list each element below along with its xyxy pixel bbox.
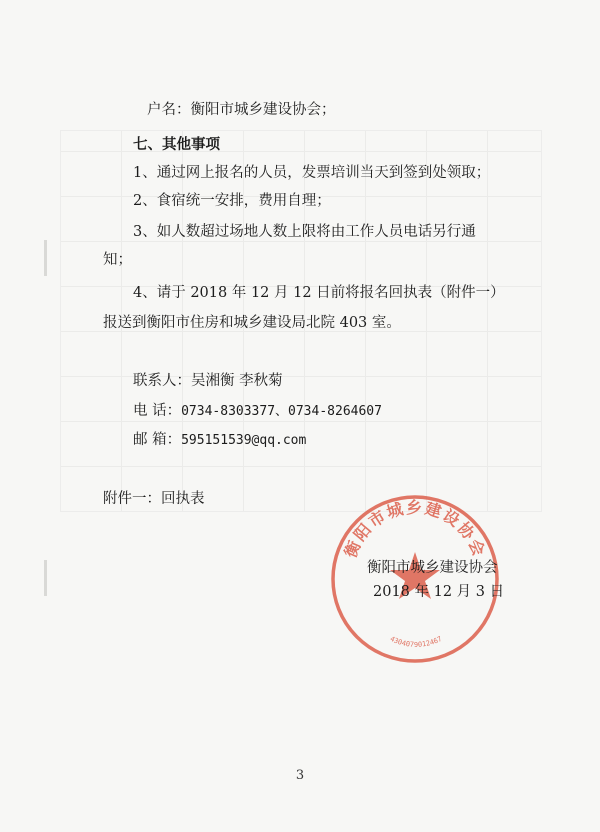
email-value: 595151539@qq.com: [181, 433, 307, 448]
signature-org: 衡阳市城乡建设协会: [367, 560, 498, 576]
list-item-continuation: 知；: [103, 252, 132, 268]
email-line: [133, 430, 306, 451]
contact-line: [133, 371, 283, 391]
account-name-line: 户名：衡阳市城乡建设协会；: [147, 102, 336, 118]
email-label: 邮 箱：: [133, 432, 182, 448]
list-item: 4、请于 2018 年 12 月 12 日前将报名回执表（附件一）: [133, 285, 505, 301]
binding-mark: [44, 560, 47, 596]
section-heading: 七、其他事项: [133, 137, 220, 153]
list-item-continuation: 报送到衡阳市住房和城乡建设局北院 403 室。: [103, 315, 401, 331]
official-seal: [326, 490, 504, 668]
list-item: 1、通过网上报名的人员，发票培训当天到签到处领取；: [133, 165, 491, 181]
seal-text: 衡阳市城乡建设协会: [340, 497, 490, 561]
phone-label: 电 话：: [133, 403, 182, 419]
list-item: 2、食宿统一安排，费用自理；: [133, 193, 331, 209]
list-item: 3、如人数超过场地人数上限将由工作人员电话另行通: [133, 224, 476, 240]
seal-number: 4304079012467: [388, 634, 444, 649]
binding-mark: [44, 240, 47, 276]
page-number: 3: [295, 768, 305, 783]
signature-date: 2018 年 12 月 3 日: [373, 584, 505, 600]
attachment-line: 附件一：回执表: [103, 491, 205, 507]
seal-graphic: [326, 490, 504, 668]
phone-value: 0734-8303377、0734-8264607: [181, 404, 382, 419]
contact-names: 吴湘衡 李秋菊: [191, 373, 283, 389]
phone-line: [133, 401, 382, 422]
contact-label: 联系人：: [133, 373, 191, 389]
